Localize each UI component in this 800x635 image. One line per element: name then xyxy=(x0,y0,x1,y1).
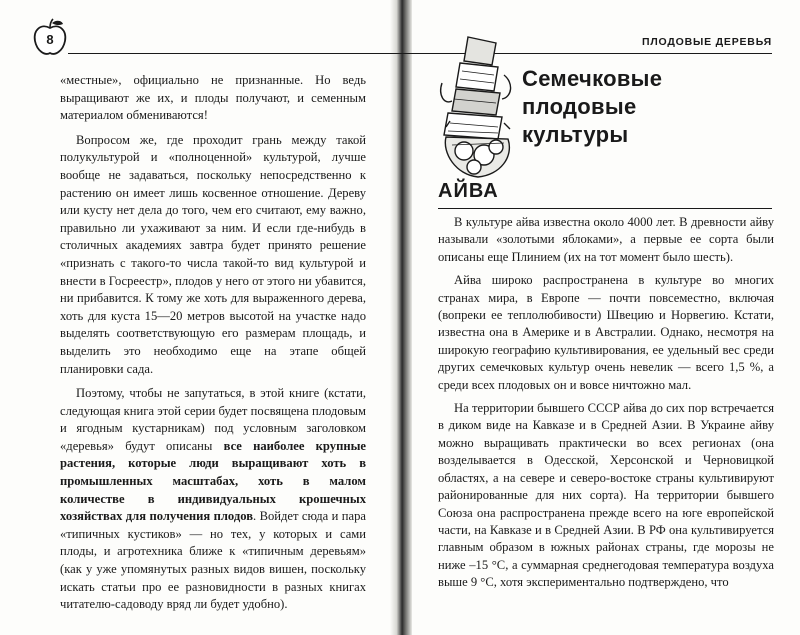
section-header xyxy=(438,35,768,180)
book-gutter xyxy=(390,0,412,635)
text-run: Поэтому, чтобы не запутаться, в этой книге (кстати, следующая книга этой серии будет посвящена плодовым и ягодным кустарникам) под условным заголовком «деревья» будут описаны xyxy=(60,386,366,453)
page-number: 8 xyxy=(46,32,54,47)
section-title-line: культуры xyxy=(522,122,629,147)
text-run: Вопросом же, где проходит грань между такой полукультурой и «полноценной» культурой, лучше вообще не задаваться, поскольку непосредственно к растению он имеет лишь косвенное отношение. Дереву или кусту нет дела до того, чем его считают, ему важно, правильно ли ухаживают за ним. И если где-нибудь в столичных академиях завтра будет принято решение «признать с такого-то числа такой-то вид культурой и внести в Госреестр», плодов у него от этого ни убавится, ни прибавится. К тому же хоть для выраженного дерева, хоть для куста 15—20 метров высотой на участке надо выделять соответствующую его размерам площадь, и выделить это необходимо еще на этапе общей планировки сада. xyxy=(60,132,366,376)
subsection-title: АЙВА xyxy=(438,180,499,202)
fruit-basket-illustration xyxy=(438,35,518,183)
apple-page-number-badge xyxy=(30,18,70,58)
left-body-text xyxy=(60,72,366,614)
paragraph: В культуре айва известна около 4000 лет. В древности айву называли «золотыми яблоками», а первые ее сорта были описаны еще Плинием (их на тот момент было шесть). xyxy=(438,215,774,264)
subsection-rule xyxy=(438,208,772,209)
paragraph: Айва широко распространена в культуре во многих странах мира, в Европе — почти повсеместно, включая (вопреки ее теплолюбивости) Швецию и Норвегию. Кстати, известна она в Америке и в Австралии. Однако, несмотря на широкую географию культивирования, ее удельный вес среди других семечковых культур очень невелик — всего 1,5 %, а среди всех плодовых он и вовсе ничтожно мал. xyxy=(438,273,774,392)
section-title xyxy=(522,65,662,149)
paragraph xyxy=(60,132,366,378)
running-head: ПЛОДОВЫЕ ДЕРЕВЬЯ xyxy=(642,36,772,48)
text-run: «местные», официально не признанные. Но ведь выращивают же их, и плоды получают, и семенным материалом обмениваются! xyxy=(60,73,366,123)
paragraph: На территории бывшего СССР айва до сих пор встречается в диком виде на Кавказе и в Средней Азии. В Украине айву можно выращивать практически во всех регионах (она возделывается в Одесской, Херсонской и Черновицкой областях, а на севере и северо-востоке страны культивируют районированные для них сорта). На территории бывшего Союза она распространена прежде всего на юге европейской части, на Кавказе и в Средней Азии. В РФ она культивируется главным образом в южных районах страны, где морозы не ниже –15 °С, а суммарная среднегодовая температура воздуха выше 9 °С, хотя экспериментально подтверждено, что xyxy=(438,401,774,590)
paragraph xyxy=(60,72,366,125)
emphasized-text: все наиболее крупные растения, которые люди выращивают хоть в промышленных масштабах, хоть в малом количестве в индивидуальных крошечных хозяйствах для получения плодов xyxy=(60,438,366,524)
right-body-text xyxy=(438,214,774,592)
section-title-line: Семечковые xyxy=(522,66,663,91)
paragraph xyxy=(60,385,366,614)
text-run: . Войдет сюда и пара «типичных кустиков» — но тех, у которых и сами плоды, и агротехника ближе к «типичным деревьям» (как у уже упомянутых разных видов вишен, поскольку искать статьи про ее разновидности в разных книгах читателю-садоводу вряд ли будет удобно). xyxy=(60,509,366,612)
section-title-line: плодовые xyxy=(522,94,637,119)
